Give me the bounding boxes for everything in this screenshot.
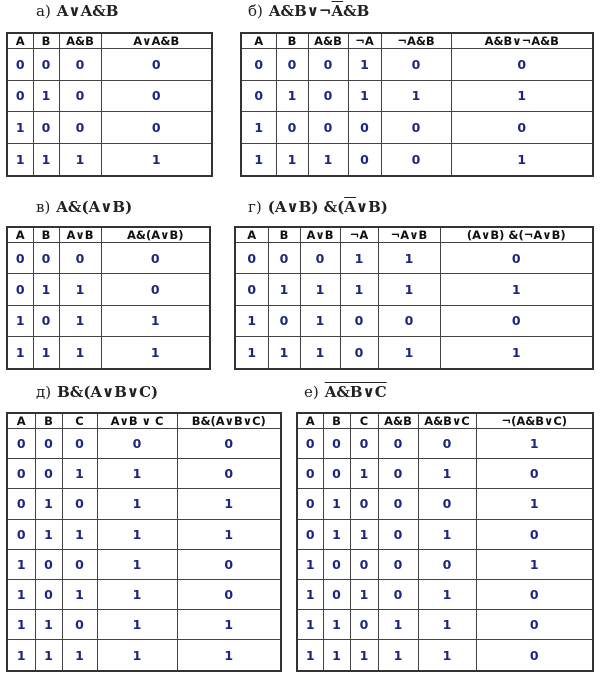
column-header: B <box>323 413 350 429</box>
table-cell: 1 <box>476 429 593 459</box>
column-header: A <box>7 227 33 243</box>
table-cell: 1 <box>350 640 378 671</box>
table-cell: 0 <box>59 112 101 144</box>
caption-formula-negated: $\overline{A}$ <box>331 2 344 20</box>
table-row <box>297 519 593 549</box>
table-cell: 1 <box>7 640 35 671</box>
column-header: B <box>35 413 62 429</box>
column-header: ¬A∨B <box>378 227 440 243</box>
table-cell: 1 <box>268 337 300 369</box>
column-header: A <box>7 413 35 429</box>
table-cell: 1 <box>276 80 308 112</box>
column-header: A∨B <box>300 227 340 243</box>
column-header: A&B∨C <box>418 413 476 429</box>
caption-formula: B&(A∨B∨C) <box>57 383 159 401</box>
table-cell: 0 <box>59 243 101 274</box>
column-header: B <box>276 33 308 49</box>
table-cell: 0 <box>440 243 593 274</box>
table-cell: 0 <box>7 80 33 112</box>
table-cell: 0 <box>381 49 451 81</box>
table-row <box>7 640 281 671</box>
table-row <box>7 243 210 274</box>
table-cell: 0 <box>323 579 350 609</box>
table-cell: 0 <box>350 429 378 459</box>
table-cell: 0 <box>59 80 101 112</box>
table-cell: 1 <box>7 143 33 176</box>
table-cell: 0 <box>101 274 210 305</box>
table-cell: 0 <box>451 49 593 81</box>
table-cell: 0 <box>451 112 593 144</box>
caption-formula-post: ∨B) <box>355 198 388 216</box>
table-cell: 1 <box>59 305 101 336</box>
table-cell: 0 <box>348 143 381 176</box>
table-row <box>7 143 212 176</box>
table-cell: 0 <box>378 305 440 336</box>
table-cell: 0 <box>177 429 281 459</box>
caption-v <box>36 198 132 216</box>
table-cell: 0 <box>276 112 308 144</box>
table-row <box>7 489 281 519</box>
table-cell: 1 <box>323 519 350 549</box>
table-cell: 1 <box>235 305 268 336</box>
table-cell: 1 <box>297 610 323 640</box>
caption-letter: б) <box>248 2 263 20</box>
table-cell: 0 <box>35 429 62 459</box>
column-header: C <box>62 413 97 429</box>
table-row <box>297 640 593 671</box>
table-cell: 0 <box>241 80 276 112</box>
table-row <box>7 610 281 640</box>
table-cell: 1 <box>62 579 97 609</box>
table-cell: 0 <box>276 49 308 81</box>
header-row <box>297 413 593 429</box>
table-cell: 1 <box>378 243 440 274</box>
table-cell: 0 <box>297 489 323 519</box>
table-cell: 0 <box>101 112 212 144</box>
table-cell: 0 <box>177 459 281 489</box>
table-cell: 1 <box>101 305 210 336</box>
truth-table-v <box>6 226 211 370</box>
caption-letter: е) <box>304 383 319 401</box>
table-cell: 1 <box>451 80 593 112</box>
table-cell: 0 <box>378 429 418 459</box>
table-cell: 0 <box>418 489 476 519</box>
table-cell: 0 <box>476 459 593 489</box>
table-cell: 1 <box>418 519 476 549</box>
table-cell: 1 <box>350 579 378 609</box>
table-cell: 0 <box>62 429 97 459</box>
table-cell: 0 <box>350 549 378 579</box>
table-cell: 0 <box>101 80 212 112</box>
table-cell: 1 <box>177 640 281 671</box>
table-cell: 1 <box>35 489 62 519</box>
table-row <box>297 489 593 519</box>
table-cell: 0 <box>35 549 62 579</box>
table-cell: 1 <box>97 610 177 640</box>
table-cell: 1 <box>418 579 476 609</box>
column-header: A∨B <box>59 227 101 243</box>
table-cell: 0 <box>350 489 378 519</box>
table-cell: 0 <box>97 429 177 459</box>
table-cell: 0 <box>33 305 59 336</box>
table-cell: 1 <box>300 305 340 336</box>
table-cell: 0 <box>62 549 97 579</box>
table-cell: 1 <box>297 549 323 579</box>
table-cell: 0 <box>323 429 350 459</box>
table-cell: 0 <box>101 243 210 274</box>
caption-letter: д) <box>36 383 52 401</box>
table-cell: 0 <box>378 519 418 549</box>
table-cell: 0 <box>418 549 476 579</box>
header-row <box>7 227 210 243</box>
table-cell: 1 <box>378 640 418 671</box>
table-row <box>7 429 281 459</box>
table-cell: 1 <box>101 337 210 369</box>
table-cell: 0 <box>378 579 418 609</box>
table-cell: 0 <box>59 49 101 81</box>
table-cell: 0 <box>241 49 276 81</box>
table-row <box>297 579 593 609</box>
table-cell: 0 <box>348 112 381 144</box>
table-cell: 1 <box>378 610 418 640</box>
table-cell: 1 <box>418 640 476 671</box>
table-cell: 1 <box>101 143 212 176</box>
table-cell: 0 <box>7 429 35 459</box>
truth-table-a <box>6 32 213 177</box>
table-cell: 1 <box>323 610 350 640</box>
caption-formula-post: &B <box>343 2 370 20</box>
table-cell: 0 <box>33 49 59 81</box>
table-cell: 1 <box>97 459 177 489</box>
table-cell: 1 <box>35 519 62 549</box>
table-cell: 1 <box>235 337 268 369</box>
header-row <box>241 33 593 49</box>
column-header: A <box>235 227 268 243</box>
column-header: A∨A&B <box>101 33 212 49</box>
table-row <box>7 519 281 549</box>
table-cell: 1 <box>300 337 340 369</box>
column-header: A&B <box>378 413 418 429</box>
caption-formula-pre: (A∨B) &( <box>267 198 345 216</box>
table-cell: 1 <box>241 143 276 176</box>
table-cell: 1 <box>7 112 33 144</box>
table-cell: 0 <box>177 549 281 579</box>
column-header: B&(A∨B∨C) <box>177 413 281 429</box>
caption-formula: A&(A∨B) <box>56 198 133 216</box>
table-cell: 1 <box>7 610 35 640</box>
truth-table-d <box>6 412 282 672</box>
table-cell: 0 <box>440 305 593 336</box>
table-cell: 1 <box>323 640 350 671</box>
table-row <box>235 243 593 274</box>
table-cell: 0 <box>323 459 350 489</box>
table-cell: 1 <box>378 274 440 305</box>
table-cell: 1 <box>440 274 593 305</box>
table-cell: 1 <box>381 80 451 112</box>
table-cell: 0 <box>378 489 418 519</box>
table-cell: 1 <box>97 519 177 549</box>
table-cell: 1 <box>97 579 177 609</box>
table-cell: 1 <box>62 459 97 489</box>
table-cell: 1 <box>300 274 340 305</box>
table-cell: 0 <box>418 429 476 459</box>
table-cell: 0 <box>308 112 348 144</box>
table-cell: 1 <box>59 337 101 369</box>
table-cell: 0 <box>340 305 378 336</box>
table-cell: 0 <box>300 243 340 274</box>
caption-g <box>248 198 388 216</box>
table-cell: 1 <box>59 143 101 176</box>
table-cell: 1 <box>297 640 323 671</box>
table-cell: 0 <box>101 49 212 81</box>
table-row <box>241 112 593 144</box>
table-cell: 1 <box>33 337 59 369</box>
table-cell: 1 <box>440 337 593 369</box>
table-cell: 0 <box>308 80 348 112</box>
table-cell: 0 <box>235 274 268 305</box>
table-cell: 0 <box>7 519 35 549</box>
column-header: A&B <box>308 33 348 49</box>
table-cell: 0 <box>297 459 323 489</box>
table-cell: 0 <box>323 549 350 579</box>
table-cell: 1 <box>348 80 381 112</box>
caption-formula-negated: A&B∨C <box>324 383 387 401</box>
table-cell: 1 <box>350 519 378 549</box>
table-cell: 0 <box>33 112 59 144</box>
truth-table-b <box>240 32 594 177</box>
table-row <box>235 305 593 336</box>
caption-d <box>36 383 158 401</box>
table-cell: 0 <box>7 459 35 489</box>
table-cell: 0 <box>7 243 33 274</box>
table-row <box>7 579 281 609</box>
table-cell: 0 <box>297 519 323 549</box>
caption-formula: A∨A&B <box>56 2 119 20</box>
caption-letter: в) <box>36 198 51 216</box>
table-cell: 0 <box>177 579 281 609</box>
table-row <box>241 80 593 112</box>
table-cell: 1 <box>62 640 97 671</box>
table-cell: 1 <box>177 610 281 640</box>
table-cell: 1 <box>177 519 281 549</box>
table-cell: 1 <box>7 549 35 579</box>
table-cell: 1 <box>35 640 62 671</box>
table-row <box>7 459 281 489</box>
table-row <box>7 274 210 305</box>
table-cell: 1 <box>62 519 97 549</box>
table-cell: 0 <box>268 243 300 274</box>
table-cell: 1 <box>7 579 35 609</box>
table-row <box>7 49 212 81</box>
table-cell: 1 <box>268 274 300 305</box>
table-cell: 0 <box>378 459 418 489</box>
table-cell: 0 <box>476 519 593 549</box>
column-header: ¬A <box>348 33 381 49</box>
table-cell: 1 <box>451 143 593 176</box>
table-cell: 0 <box>35 579 62 609</box>
table-cell: 1 <box>476 549 593 579</box>
table-row <box>7 80 212 112</box>
table-cell: 0 <box>476 579 593 609</box>
caption-letter: а) <box>36 2 51 20</box>
column-header: C <box>350 413 378 429</box>
column-header: A&B∨¬A&B <box>451 33 593 49</box>
caption-e <box>304 383 387 401</box>
table-cell: 0 <box>297 429 323 459</box>
caption-a <box>36 2 118 20</box>
table-cell: 0 <box>381 112 451 144</box>
column-header: ¬A <box>340 227 378 243</box>
table-cell: 1 <box>33 80 59 112</box>
table-cell: 0 <box>378 549 418 579</box>
table-cell: 1 <box>276 143 308 176</box>
table-row <box>7 305 210 336</box>
table-cell: 0 <box>476 610 593 640</box>
table-cell: 1 <box>350 459 378 489</box>
table-cell: 0 <box>62 610 97 640</box>
table-cell: 1 <box>340 243 378 274</box>
column-header: B <box>33 33 59 49</box>
column-header: ¬(A&B∨C) <box>476 413 593 429</box>
column-header: A <box>241 33 276 49</box>
table-cell: 1 <box>418 459 476 489</box>
table-cell: 1 <box>297 579 323 609</box>
table-cell: 1 <box>476 489 593 519</box>
table-cell: 0 <box>235 243 268 274</box>
table-cell: 1 <box>97 489 177 519</box>
truth-table-g <box>234 226 594 370</box>
table-cell: 1 <box>378 337 440 369</box>
column-header: A <box>7 33 33 49</box>
table-cell: 0 <box>308 49 348 81</box>
table-cell: 1 <box>7 305 33 336</box>
table-cell: 0 <box>35 459 62 489</box>
table-cell: 0 <box>350 610 378 640</box>
table-cell: 1 <box>340 274 378 305</box>
column-header: A <box>297 413 323 429</box>
table-cell: 1 <box>59 274 101 305</box>
table-row <box>7 337 210 369</box>
caption-b <box>248 2 369 20</box>
table-cell: 1 <box>323 489 350 519</box>
table-cell: 0 <box>476 640 593 671</box>
column-header: ¬A&B <box>381 33 451 49</box>
table-cell: 1 <box>348 49 381 81</box>
table-cell: 0 <box>7 489 35 519</box>
table-cell: 1 <box>177 489 281 519</box>
column-header: B <box>268 227 300 243</box>
table-row <box>7 549 281 579</box>
table-row <box>297 429 593 459</box>
table-row <box>241 143 593 176</box>
table-cell: 1 <box>7 337 33 369</box>
table-row <box>297 610 593 640</box>
table-cell: 0 <box>268 305 300 336</box>
table-cell: 0 <box>33 243 59 274</box>
column-header: A&(A∨B) <box>101 227 210 243</box>
table-cell: 0 <box>7 274 33 305</box>
table-cell: 1 <box>35 610 62 640</box>
column-header: (A∨B) &(¬A∨B) <box>440 227 593 243</box>
table-row <box>297 549 593 579</box>
header-row <box>7 33 212 49</box>
table-cell: 1 <box>418 610 476 640</box>
caption-formula-negated: $\overline{A}$ <box>344 198 356 216</box>
table-cell: 1 <box>97 640 177 671</box>
table-cell: 0 <box>381 143 451 176</box>
table-row <box>7 112 212 144</box>
truth-table-e <box>296 412 594 672</box>
column-header: B <box>33 227 59 243</box>
column-header: A&B <box>59 33 101 49</box>
caption-formula-pre: A&B∨¬ <box>268 2 332 20</box>
table-cell: 1 <box>33 143 59 176</box>
column-header: A∨B ∨ C <box>97 413 177 429</box>
table-row <box>235 274 593 305</box>
table-cell: 0 <box>62 489 97 519</box>
table-cell: 1 <box>33 274 59 305</box>
table-cell: 1 <box>308 143 348 176</box>
table-row <box>241 49 593 81</box>
header-row <box>235 227 593 243</box>
table-cell: 1 <box>241 112 276 144</box>
table-row <box>297 459 593 489</box>
table-cell: 1 <box>97 549 177 579</box>
table-cell: 0 <box>340 337 378 369</box>
caption-letter: г) <box>248 198 262 216</box>
table-row <box>235 337 593 369</box>
table-cell: 0 <box>7 49 33 81</box>
header-row <box>7 413 281 429</box>
